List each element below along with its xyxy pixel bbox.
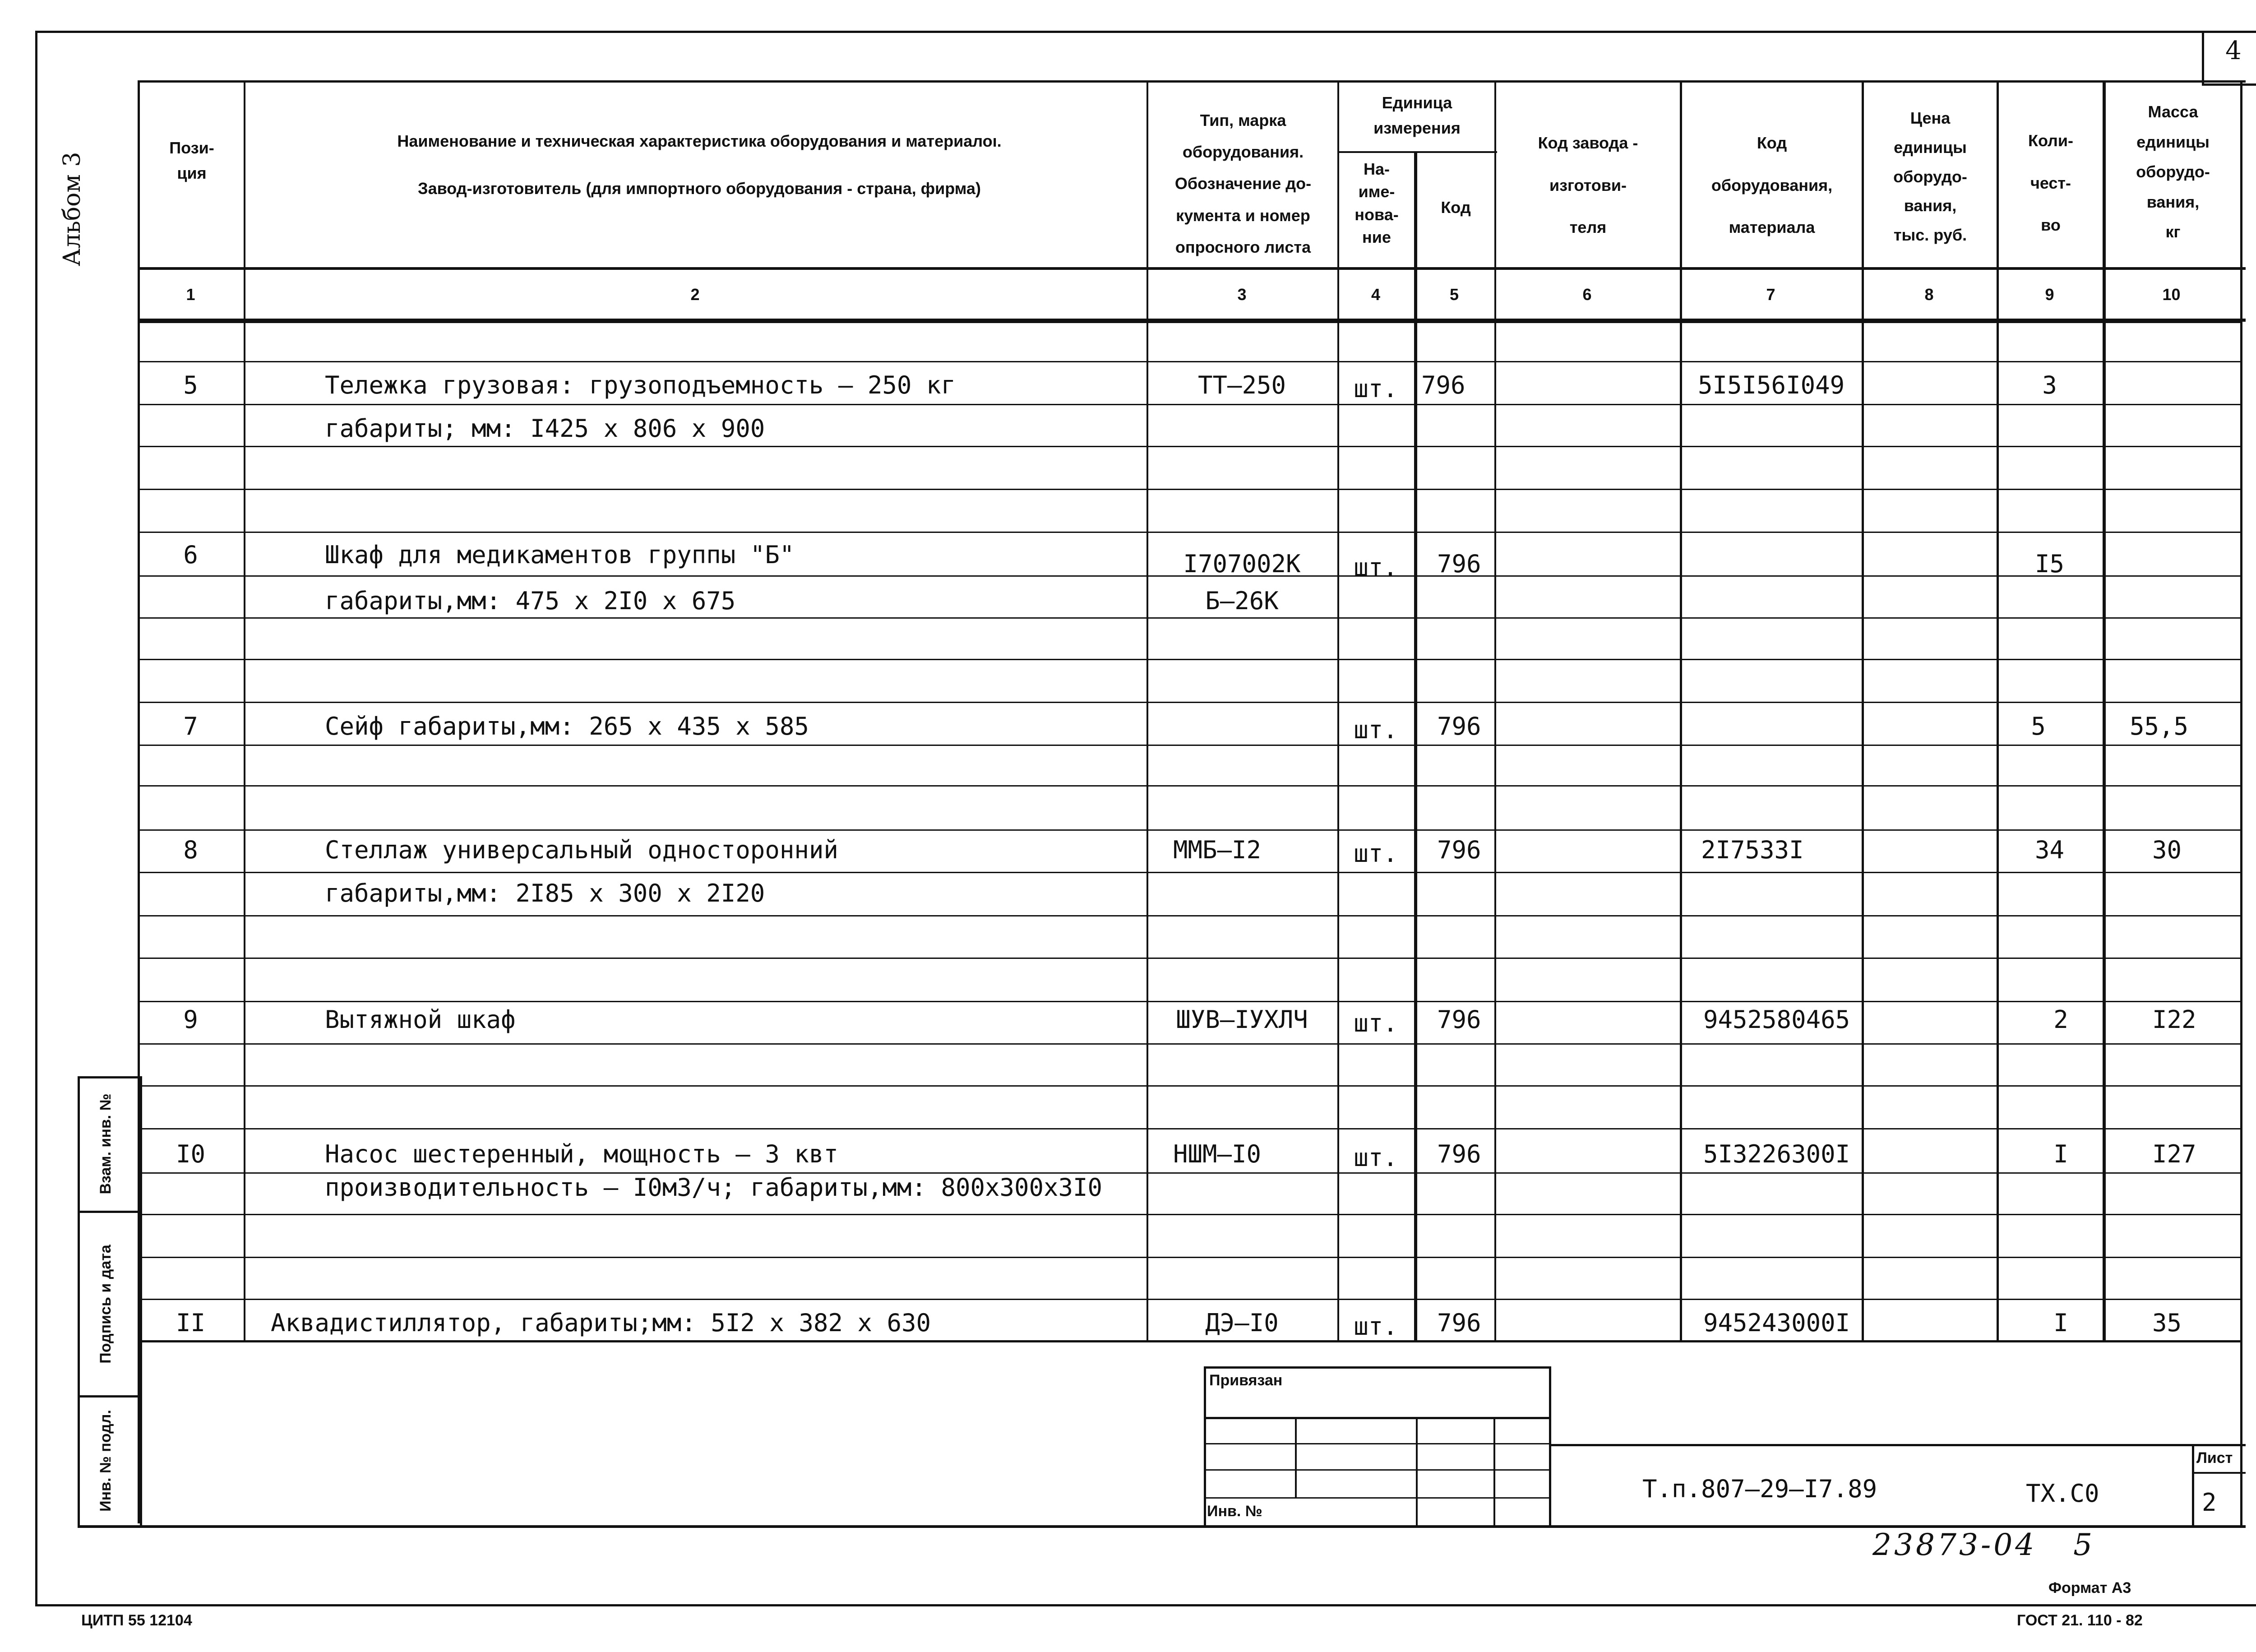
header-bottom-line: [138, 267, 2246, 270]
row-9-position: 9: [183, 1005, 198, 1034]
table-row-line-10: [138, 745, 2242, 746]
row-7-mass: 55,5: [2130, 712, 2189, 740]
col-header-name-line1: Наименование и техническая характеристика оборудования и материалоı.: [397, 132, 1002, 150]
handwritten-number: 23873-04 5: [1872, 1527, 2095, 1562]
row-5-type: ТТ–250: [1197, 371, 1286, 399]
row-5-qty: 3: [2042, 371, 2057, 399]
tb-sheet-mid: [2192, 1472, 2246, 1474]
table-row-line-19: [138, 1128, 2242, 1129]
col-header-mass: Масса единицы оборудо- вания, кг: [2136, 102, 2210, 241]
footer-left: ЦИТП 55 12104: [81, 1612, 192, 1629]
row-9-type: ШУВ–IУХЛЧ: [1176, 1005, 1308, 1034]
table-row-line-9: [138, 702, 2242, 703]
col-number-8: 8: [1924, 285, 1934, 304]
row-11-code: 796: [1437, 1309, 1481, 1337]
row-5-name-line2: габариты; мм: I425 x 806 x 900: [325, 414, 765, 443]
footer-right: ГОСТ 21. 110 - 82: [2017, 1612, 2143, 1629]
row-6-code: 796: [1437, 550, 1481, 578]
col-number-2: 2: [690, 285, 700, 304]
row-10-equip-code: 5I3226300I: [1703, 1140, 1850, 1168]
row-8-name: Стеллаж универсальный односторонний: [325, 836, 838, 864]
row-6-type: I707002К: [1183, 550, 1301, 578]
vline-6: [1680, 80, 1682, 1340]
tb-row2: [1204, 1443, 1551, 1444]
row-5-equip-code: 5I5I56I049: [1698, 371, 1845, 399]
tb-right-edge: [2240, 1340, 2242, 1527]
col-number-7: 7: [1766, 285, 1775, 304]
row-9-unit: шт.: [1354, 1009, 1398, 1037]
tb-inv-label: Инв. №: [1207, 1503, 1262, 1520]
row-11-equip-code: 945243000I: [1703, 1309, 1850, 1337]
vline-2: [1146, 80, 1148, 1340]
col-number-3: 3: [1237, 285, 1247, 304]
col-number-1: 1: [186, 285, 195, 304]
table-row-line-12: [138, 829, 2242, 831]
side-stamp-orig-inv: Инв. № подл.: [97, 1410, 114, 1512]
row-10-unit: шт.: [1354, 1143, 1398, 1172]
tb-vcol1: [1295, 1417, 1297, 1498]
tb-vcol3: [1493, 1417, 1495, 1527]
col-header-quantity: Коли- чест- во: [2028, 131, 2074, 235]
table-row-line-13: [138, 872, 2242, 873]
row-10-type: НШМ–I0: [1173, 1140, 1262, 1168]
tb-doc-mark: ТХ.С0: [2026, 1479, 2099, 1508]
row-7-position: 7: [183, 712, 198, 740]
table-row-line-11: [138, 785, 2242, 787]
table-row-line-5: [138, 532, 2242, 533]
row-11-mass: 35: [2152, 1309, 2182, 1337]
col-header-position: Пози- ция: [169, 139, 214, 182]
row-5-position: 5: [183, 371, 198, 399]
row-6-type-line2: Б–26К: [1205, 587, 1279, 615]
row-9-equip-code: 9452580465: [1703, 1005, 1850, 1034]
col-header-plant-code: Код завода - изготови- теля: [1538, 134, 1638, 237]
tb-bound-left: [1204, 1366, 1206, 1527]
tb-main-top: [1549, 1444, 2246, 1446]
col-header-type: Тип, марка оборудования. Обозначение до- кумента и номер опросного листа: [1174, 111, 1312, 256]
row-5-name: Тележка грузовая: грузоподъемность – 250 кг: [325, 371, 956, 399]
col-number-10: 10: [2162, 285, 2181, 304]
album-label: Альбом 3: [59, 152, 86, 266]
side-stamp-signature-date: Подпись и дата: [97, 1245, 114, 1364]
tb-sheet-left: [2192, 1444, 2194, 1527]
row-7-qty: 5: [2031, 712, 2046, 740]
table-row-line-15: [138, 958, 2242, 959]
row-6-name: Шкаф для медикаментов группы "Б": [325, 541, 795, 569]
col-header-unit-code: Код: [1441, 198, 1471, 217]
row-11-position: II: [176, 1309, 206, 1337]
unit-sub-line: [1338, 151, 1497, 153]
tb-bound-label: Привязан: [1209, 1372, 1283, 1389]
col-number-6: 6: [1582, 285, 1592, 304]
table-row-line-18: [138, 1085, 2242, 1087]
vline-8: [1997, 80, 1999, 1340]
row-5-unit: шт.: [1354, 375, 1398, 403]
vline-10: [2240, 80, 2242, 1340]
row-8-unit: шт.: [1354, 839, 1398, 868]
row-9-qty: 2: [2053, 1005, 2068, 1034]
row-6-qty: I5: [2034, 550, 2065, 578]
row-8-name-line2: габариты,мм: 2I85 x 300 x 2I20: [325, 879, 765, 907]
row-5-code: 796: [1421, 371, 1465, 399]
row-9-name: Вытяжной шкаф: [325, 1005, 516, 1034]
row-9-code: 796: [1437, 1005, 1481, 1034]
row-10-code: 796: [1437, 1140, 1481, 1168]
row-6-name-line2: габариты,мм: 475 x 2I0 x 675: [325, 587, 736, 615]
vline-7: [1862, 80, 1864, 1340]
colnum-bottom-line: [138, 319, 2246, 322]
table-row-line-16: [138, 1001, 2242, 1002]
tb-bound-right: [1549, 1366, 1551, 1527]
table-row-line-0: [138, 322, 2242, 323]
corner-box-bottom: [2202, 83, 2256, 86]
tb-doc-code: Т.п.807–29–I7.89: [1642, 1475, 1877, 1503]
table-row-line-8: [138, 659, 2242, 660]
row-8-type: ММБ–I2: [1173, 836, 1262, 864]
vline-1: [244, 80, 245, 1340]
table-row-line-14: [138, 915, 2242, 916]
col-number-9: 9: [2045, 285, 2054, 304]
row-6-position: 6: [183, 541, 198, 569]
tb-sheet-label: Лист: [2196, 1449, 2233, 1467]
col-header-price: Цена единицы оборудо- вания, тыс. руб.: [1893, 109, 1967, 245]
outer-frame-bottom: [35, 1604, 2256, 1606]
row-11-qty: I: [2053, 1309, 2068, 1337]
table-row-line-22: [138, 1257, 2242, 1258]
table-row-line-3: [138, 446, 2242, 447]
outer-frame-left: [35, 31, 37, 1606]
row-10-name: Насос шестеренный, мощность – 3 квт: [325, 1140, 838, 1168]
side-stamp-left: [78, 1076, 80, 1527]
row-8-qty: 34: [2034, 836, 2065, 864]
col-header-equip-code: Код оборудования, материала: [1711, 134, 1833, 237]
row-7-unit: шт.: [1354, 716, 1398, 744]
tb-row4: [1204, 1497, 1551, 1499]
col-header-name-line2: Завод-изготовитель (для импортного оборудования - страна, фирма): [418, 179, 981, 198]
vline-4: [1414, 151, 1417, 1340]
table-row-line-2: [138, 404, 2242, 405]
table-row-line-21: [138, 1214, 2242, 1215]
tb-row3: [1204, 1469, 1551, 1471]
tb-sheet-number: 2: [2202, 1488, 2217, 1517]
col-header-unit: Единица измерения: [1373, 93, 1461, 137]
format-label: Формат А3: [2048, 1579, 2131, 1596]
row-8-code: 796: [1437, 836, 1481, 864]
sheet-corner-number: 4: [2225, 36, 2242, 65]
row-10-position: I0: [176, 1140, 206, 1168]
row-11-name: Аквадистиллятор, габариты;мм: 5I2 x 382 x 630: [271, 1309, 931, 1337]
row-8-position: 8: [183, 836, 198, 864]
row-7-name: Сейф габариты,мм: 265 x 435 x 585: [325, 712, 809, 740]
row-11-type: ДЭ–I0: [1205, 1309, 1279, 1337]
table-row-line-23: [138, 1299, 2242, 1300]
row-9-mass: I22: [2152, 1005, 2196, 1034]
row-7-code: 796: [1437, 712, 1481, 740]
table-row-line-4: [138, 489, 2242, 490]
table-top-line: [138, 80, 2246, 83]
vline-5: [1494, 80, 1496, 1340]
table-row-line-7: [138, 617, 2242, 619]
outer-frame-top: [35, 31, 2256, 33]
tb-bound-top: [1204, 1366, 1551, 1369]
row-10-mass: I27: [2152, 1140, 2196, 1168]
side-stamp-mid: [140, 1076, 142, 1527]
side-stamp-replace-inv: Взам. инв. №: [97, 1093, 114, 1194]
table-row-line-17: [138, 1043, 2242, 1045]
tb-row1: [1204, 1417, 1551, 1419]
row-8-mass: 30: [2152, 836, 2182, 864]
row-10-name-line2: производительность – I0м3/ч; габариты,мм: 800x300x3I0: [325, 1173, 1103, 1202]
row-6-unit: шт.: [1354, 553, 1398, 582]
row-8-equip-code: 2I7533I: [1701, 836, 1804, 864]
col-header-unit-name: На- име- нова- ние: [1355, 160, 1399, 247]
row-11-unit: шт.: [1354, 1312, 1398, 1341]
table-row-line-1: [138, 361, 2242, 362]
col-number-4: 4: [1371, 285, 1381, 304]
col-number-5: 5: [1449, 285, 1459, 304]
table-row-line-24: [138, 1340, 2242, 1342]
row-10-qty: I: [2053, 1140, 2068, 1168]
tb-vcol2: [1416, 1417, 1418, 1527]
